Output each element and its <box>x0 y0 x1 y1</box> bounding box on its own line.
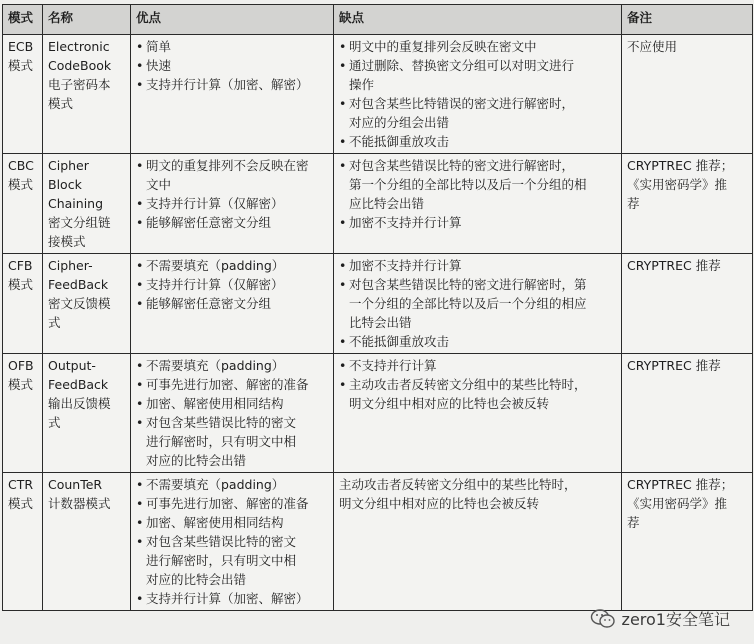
cons-cell <box>334 154 622 254</box>
bullet-line: 不需要填充（padding） <box>146 258 285 273</box>
pros-item <box>136 475 329 494</box>
bullet-line: 一个分组的全部比特以及后一个分组的相应 <box>349 296 587 311</box>
bullet-text <box>146 75 329 94</box>
name-line: Cipher Block <box>48 158 89 192</box>
bullet-line: 对应的分组会出错 <box>349 115 450 130</box>
bullet-dot: • <box>136 534 144 549</box>
bullet-line: 加密不支持并行计算 <box>349 258 462 273</box>
note-line: CRYPTREC 推荐 <box>627 358 721 373</box>
cons-item <box>339 56 617 94</box>
header-notes: 备注 <box>622 5 753 35</box>
bullet-line: 对应的比特会出错 <box>146 453 247 468</box>
table-row <box>3 473 753 611</box>
mode-line: CFB <box>8 258 33 273</box>
note-line: 不应使用 <box>627 39 678 54</box>
cons-item <box>339 37 617 56</box>
table-row <box>3 154 753 254</box>
bullet-line: 快速 <box>146 58 172 73</box>
watermark <box>590 607 730 630</box>
table-row <box>3 35 753 154</box>
pros-cell <box>131 473 334 611</box>
bullet-line: 加密、解密使用相同结构 <box>146 396 284 411</box>
pros-item <box>136 275 329 294</box>
mode-line: 模式 <box>8 377 34 392</box>
pros-cell <box>131 154 334 254</box>
mode-line: 模式 <box>8 177 34 192</box>
bullet-dot: • <box>136 477 144 492</box>
bullet-text <box>146 56 329 75</box>
cons-item <box>339 132 617 151</box>
bullet-line: 文中 <box>146 177 172 192</box>
bullet-line: 不需要填充（padding） <box>146 477 285 492</box>
bullet-text <box>349 37 617 56</box>
cons-item <box>339 213 617 232</box>
bullet-line: 对包含某些比特错误的密文进行解密时， <box>349 96 575 111</box>
bullet-line: 不能抵御重放攻击 <box>349 134 450 149</box>
note-line: 荐 <box>627 515 640 530</box>
bullet-text <box>349 213 617 232</box>
name-line: Cipher- <box>48 258 93 273</box>
mode-line: CTR <box>8 477 34 492</box>
cons-item <box>339 356 617 375</box>
cons-item <box>339 275 617 332</box>
bullet-line: 加密、解密使用相同结构 <box>146 515 284 530</box>
pros-item <box>136 194 329 213</box>
cons-item <box>339 94 617 132</box>
name-line: Electronic <box>48 39 110 54</box>
bullet-dot: • <box>136 39 144 54</box>
name-line: FeedBack <box>48 277 109 292</box>
name-line: Chaining <box>48 196 104 211</box>
header-mode: 模式 <box>3 5 43 35</box>
mode-line: 模式 <box>8 58 34 73</box>
bullet-text <box>146 394 329 413</box>
bullet-line: 支持并行计算（仅解密） <box>146 277 284 292</box>
bullet-text <box>146 356 329 375</box>
cipher-modes-table <box>2 4 753 611</box>
name-cell <box>43 154 131 254</box>
note-cell <box>622 254 753 354</box>
bullet-dot: • <box>339 39 347 54</box>
bullet-line: 对包含某些错误比特的密文 <box>146 415 297 430</box>
pros-cell <box>131 354 334 473</box>
bullet-dot: • <box>136 277 144 292</box>
note-line: 荐 <box>627 196 640 211</box>
bullet-text <box>146 413 329 470</box>
bullet-line: 第一个分组的全部比特以及后一个分组的相 <box>349 177 587 192</box>
pros-item <box>136 156 329 194</box>
bullet-dot: • <box>339 377 347 392</box>
note-line: CRYPTREC 推荐 <box>627 258 721 273</box>
cons-item <box>339 332 617 351</box>
bullet-text <box>349 156 617 213</box>
pros-item <box>136 413 329 470</box>
bullet-text <box>349 256 617 275</box>
bullet-line: 主动攻击者反转密文分组中的某些比特时， <box>349 377 587 392</box>
bullet-text <box>146 475 329 494</box>
mode-line: CBC <box>8 158 34 173</box>
bullet-line: 不需要填充（padding） <box>146 358 285 373</box>
cons-cell <box>334 35 622 154</box>
bullet-dot: • <box>339 258 347 273</box>
bullet-text <box>146 494 329 513</box>
name-line: CodeBook <box>48 58 112 73</box>
name-line: Output- <box>48 358 96 373</box>
cons-cell <box>334 473 622 611</box>
mode-cell <box>3 35 43 154</box>
bullet-dot: • <box>136 358 144 373</box>
bullet-line: 比特会出错 <box>349 315 412 330</box>
pros-item <box>136 56 329 75</box>
bullet-dot: • <box>339 158 347 173</box>
pros-cell <box>131 35 334 154</box>
name-line: 电子密码本 <box>48 77 111 92</box>
note-cell <box>622 35 753 154</box>
bullet-line: 对包含某些错误比特的密文进行解密时， <box>349 158 575 173</box>
bullet-line: 加密不支持并行计算 <box>349 215 462 230</box>
cons-item <box>339 375 617 413</box>
bullet-line: 应比特会出错 <box>349 196 425 211</box>
bullet-dot: • <box>339 215 347 230</box>
note-cell <box>622 154 753 254</box>
bullet-dot: • <box>339 334 347 349</box>
name-line: 计数器模式 <box>48 496 111 511</box>
bullet-text <box>146 37 329 56</box>
pros-item <box>136 256 329 275</box>
wechat-icon <box>590 608 616 630</box>
pros-item <box>136 356 329 375</box>
note-line: 《实用密码学》推 <box>627 177 728 192</box>
pros-item <box>136 513 329 532</box>
cons-line: 主动攻击者反转密文分组中的某些比特时， <box>339 477 577 492</box>
note-cell <box>622 473 753 611</box>
note-cell <box>622 354 753 473</box>
cons-cell <box>334 354 622 473</box>
name-line: FeedBack <box>48 377 109 392</box>
bullet-dot: • <box>136 591 144 606</box>
bullet-dot: • <box>136 496 144 511</box>
header-name: 名称 <box>43 5 131 35</box>
bullet-dot: • <box>136 196 144 211</box>
bullet-text <box>349 56 617 94</box>
table-header-row <box>3 5 753 35</box>
bullet-text <box>146 532 329 589</box>
bullet-line: 操作 <box>349 77 375 92</box>
bullet-dot: • <box>136 296 144 311</box>
bullet-dot: • <box>136 158 144 173</box>
bullet-text <box>146 256 329 275</box>
name-cell <box>43 254 131 354</box>
name-line: 输出反馈模 <box>48 396 111 411</box>
bullet-line: 可事先进行加密、解密的准备 <box>146 377 309 392</box>
mode-line: ECB <box>8 39 34 54</box>
bullet-text <box>146 156 329 194</box>
bullet-line: 对包含某些错误比特的密文进行解密时，第 <box>349 277 587 292</box>
pros-item <box>136 75 329 94</box>
bullet-line: 支持并行计算（加密、解密） <box>146 77 309 92</box>
pros-cell <box>131 254 334 354</box>
bullet-dot: • <box>136 77 144 92</box>
pros-item <box>136 375 329 394</box>
bullet-text <box>349 132 617 151</box>
name-cell <box>43 35 131 154</box>
cons-cell <box>334 254 622 354</box>
mode-line: 模式 <box>8 277 34 292</box>
bullet-text <box>349 275 617 332</box>
pros-item <box>136 37 329 56</box>
cons-item <box>339 156 617 213</box>
table-row <box>3 254 753 354</box>
bullet-text <box>146 375 329 394</box>
name-line: 接模式 <box>48 234 86 249</box>
bullet-line: 通过删除、替换密文分组可以对明文进行 <box>349 58 575 73</box>
bullet-text <box>146 194 329 213</box>
name-line: 式 <box>48 315 61 330</box>
cons-item <box>339 256 617 275</box>
watermark-text: zero1安全笔记 <box>621 610 730 629</box>
pros-item <box>136 494 329 513</box>
mode-line: OFB <box>8 358 34 373</box>
bullet-line: 支持并行计算（仅解密） <box>146 196 284 211</box>
cons-line: 明文分组中相对应的比特也会被反转 <box>339 496 540 511</box>
name-cell <box>43 473 131 611</box>
bullet-text <box>349 375 617 413</box>
bullet-line: 进行解密时，只有明文中相 <box>146 434 297 449</box>
name-line: 密文反馈模 <box>48 296 111 311</box>
bullet-dot: • <box>136 58 144 73</box>
mode-cell <box>3 354 43 473</box>
bullet-line: 明文的重复排列不会反映在密 <box>146 158 309 173</box>
bullet-dot: • <box>136 515 144 530</box>
bullet-line: 对应的比特会出错 <box>146 572 247 587</box>
note-line: 《实用密码学》推 <box>627 496 728 511</box>
bullet-dot: • <box>136 377 144 392</box>
bullet-dot: • <box>339 358 347 373</box>
bullet-text <box>146 275 329 294</box>
bullet-dot: • <box>339 58 347 73</box>
bullet-text <box>146 294 329 313</box>
bullet-line: 简单 <box>146 39 172 54</box>
bullet-dot: • <box>339 277 347 292</box>
bullet-text <box>146 513 329 532</box>
bullet-dot: • <box>136 215 144 230</box>
bullet-line: 支持并行计算（加密、解密） <box>146 591 309 606</box>
bullet-line: 明文分组中相对应的比特也会被反转 <box>349 396 550 411</box>
mode-cell <box>3 254 43 354</box>
bullet-line: 明文中的重复排列会反映在密文中 <box>349 39 537 54</box>
name-line: CounTeR <box>48 477 103 492</box>
table-row <box>3 354 753 473</box>
name-cell <box>43 354 131 473</box>
bullet-text <box>146 589 329 608</box>
header-cons: 缺点 <box>334 5 622 35</box>
bullet-dot: • <box>339 96 347 111</box>
bullet-dot: • <box>339 134 347 149</box>
bullet-dot: • <box>136 258 144 273</box>
name-line: 式 <box>48 415 61 430</box>
pros-item <box>136 213 329 232</box>
bullet-dot: • <box>136 415 144 430</box>
pros-item <box>136 532 329 589</box>
bullet-line: 对包含某些错误比特的密文 <box>146 534 297 549</box>
bullet-line: 能够解密任意密文分组 <box>146 215 272 230</box>
bullet-text <box>146 213 329 232</box>
name-line: 密文分组链 <box>48 215 111 230</box>
bullet-line: 能够解密任意密文分组 <box>146 296 272 311</box>
bullet-line: 不支持并行计算 <box>349 358 437 373</box>
pros-item <box>136 394 329 413</box>
bullet-line: 不能抵御重放攻击 <box>349 334 450 349</box>
mode-line: 模式 <box>8 496 34 511</box>
header-pros: 优点 <box>131 5 334 35</box>
note-line: CRYPTREC 推荐； <box>627 158 734 173</box>
bullet-text <box>349 332 617 351</box>
bullet-line: 可事先进行加密、解密的准备 <box>146 496 309 511</box>
pros-item <box>136 294 329 313</box>
bullet-line: 进行解密时，只有明文中相 <box>146 553 297 568</box>
mode-cell <box>3 473 43 611</box>
bullet-text <box>349 94 617 132</box>
mode-cell <box>3 154 43 254</box>
bullet-dot: • <box>136 396 144 411</box>
name-line: 模式 <box>48 96 74 111</box>
pros-item <box>136 589 329 608</box>
bullet-text <box>349 356 617 375</box>
note-line: CRYPTREC 推荐； <box>627 477 734 492</box>
